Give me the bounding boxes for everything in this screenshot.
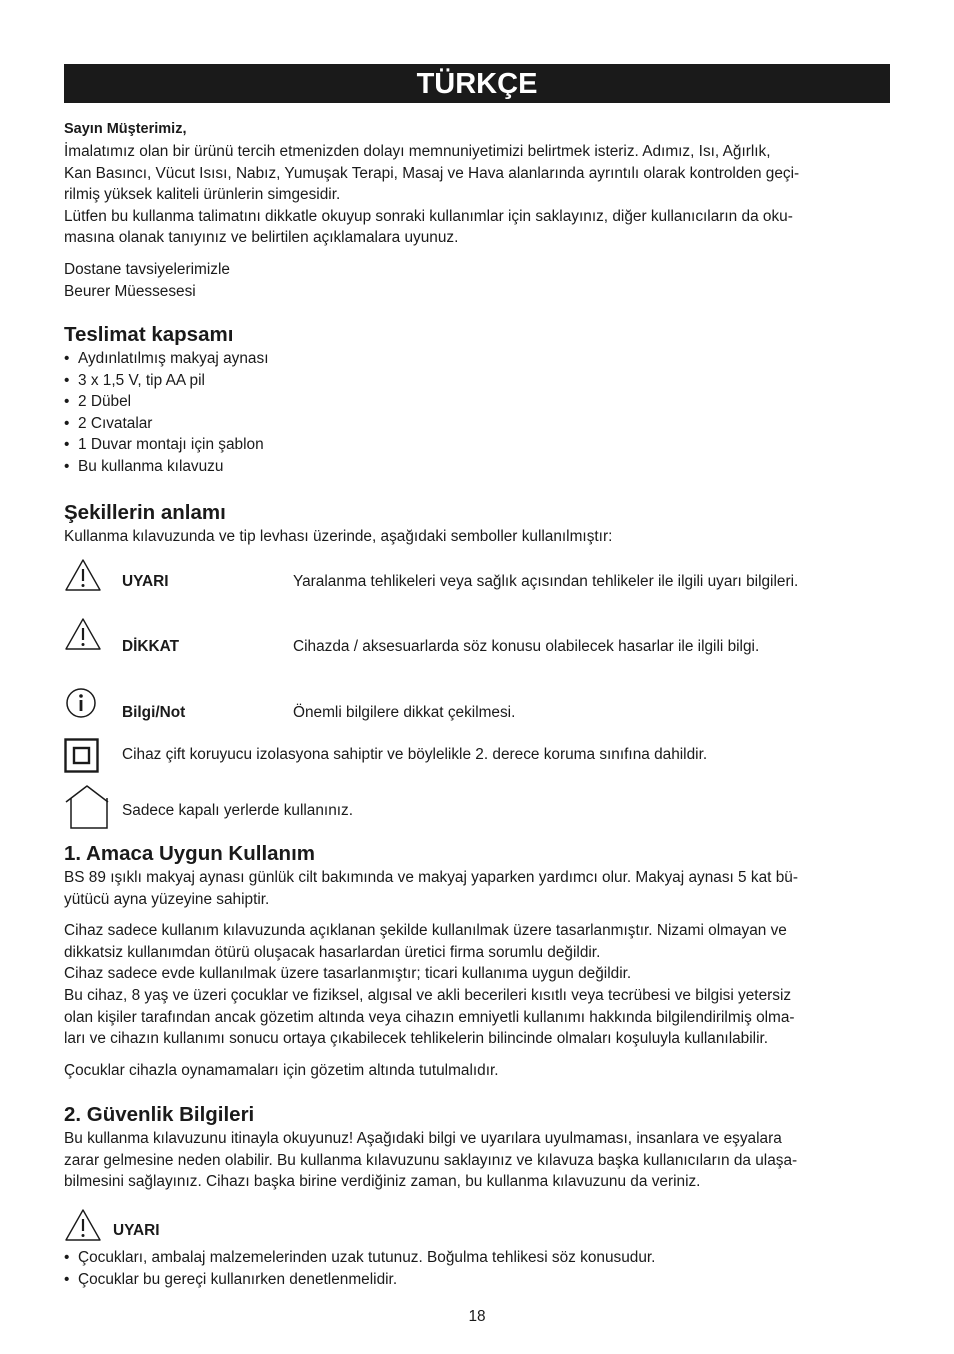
- indoor-text: Sadece kapalı yerlerde kullanınız.: [122, 802, 353, 819]
- intro-line-5: masına olanak tanıyınız ve belirtilen açıklamalara uyunuz.: [64, 229, 459, 247]
- info-icon: [64, 688, 100, 729]
- greeting: Sayın Müşterimiz,: [64, 121, 187, 137]
- symbols-intro: Kullanma kılavuzunda ve tip levhası üzerinde, aşağıdaki semboller kullanılmıştır:: [64, 528, 613, 545]
- section-heading: 2. Güvenlik Bilgileri: [64, 1103, 255, 1126]
- symbol-row-warning: [64, 558, 894, 624]
- house-icon: [64, 784, 110, 835]
- list-item: • 3 x 1,5 V, tip AA pil: [64, 371, 205, 389]
- delivery-section: [64, 322, 894, 478]
- paragraph-line: Bu kullanma kılavuzunu itinayla okuyunuz! Aşağıdaki bilgi ve uyarılara uyulmaması, insanlara ve eşyalara: [64, 1130, 782, 1147]
- paragraph-line: zarar gelmesine neden olabilir. Bu kullanma kılavuzunu saklayınız ve kılavuza başka kullanıcıların da ulaşa-: [64, 1151, 798, 1169]
- paragraph-line: dikkatsiz kullanımdan ötürü oluşacak hasarlardan üretici firma sorumlu değildir.: [64, 943, 601, 961]
- delivery-heading: Teslimat kapsamı: [64, 323, 234, 346]
- delivery-list: [64, 348, 894, 478]
- symbol-label: UYARI: [122, 573, 169, 590]
- warning-label: UYARI: [113, 1222, 160, 1239]
- signoff-1: Dostane tavsiyelerimizle: [64, 260, 230, 278]
- symbol-description: Önemli bilgilere dikkat çekilmesi.: [293, 704, 516, 721]
- warning-triangle-icon: [64, 617, 102, 656]
- paragraph-line: Çocuklar cihazla oynamamaları için gözetim altında tutulmalıdır.: [64, 1061, 499, 1079]
- paragraph-line: ları ve cihazın kullanımı sonucu ortaya çıkabilecek tehlikelerin bilincinde olmaları koşuluyla kullanılabilir.: [64, 1030, 769, 1048]
- symbols-heading: Şekillerin anlamı: [64, 501, 226, 524]
- double-insulation-text: Cihaz çift koruyucu izolasyona sahiptir ve böylelikle 2. derece koruma sınıfına dahildir.: [122, 746, 708, 763]
- intro-line-3: rilmiş yüksek kaliteli ürünlerin simgesidir.: [64, 186, 341, 204]
- safety-warning-header: [64, 1208, 894, 1248]
- section-heading: 1. Amaca Uygun Kullanım: [64, 842, 315, 865]
- list-item: • Bu kullanma kılavuzu: [64, 457, 224, 475]
- paragraph-line: yütücü ayna yüzeyine sahiptir.: [64, 890, 270, 908]
- symbol-label: Bilgi/Not: [122, 704, 186, 721]
- double-insulation-icon: [64, 738, 100, 779]
- warning-triangle-icon: [64, 558, 102, 597]
- section-safety: [64, 1102, 894, 1193]
- list-item: • 1 Duvar montajı için şablon: [64, 436, 264, 454]
- list-item: • Çocuklar bu gereçi kullanırken denetlenmelidir.: [64, 1270, 398, 1288]
- list-item: • 2 Cıvatalar: [64, 414, 153, 432]
- intro-section: [64, 119, 894, 302]
- intro-line-2: Kan Basıncı, Vücut Isısı, Nabız, Yumuşak Terapi, Masaj ve Hava alanlarında ayrıntılı olarak kontrolden geçi-: [64, 164, 800, 182]
- paragraph-line: olan kişiler tarafından ancak gözetim altında veya cihazın emniyetli kullanımı hakkında bilgilendirilmiş olma-: [64, 1008, 795, 1026]
- symbol-description: Yaralanma tehlikeleri veya sağlık açısından tehlikeler ile ilgili uyarı bilgileri.: [293, 573, 799, 590]
- symbol-row-caution: [64, 617, 894, 683]
- section-intended-use: [64, 841, 894, 1081]
- symbols-section: [64, 500, 894, 548]
- safety-warning-list: [64, 1247, 894, 1290]
- paragraph-line: BS 89 ışıklı makyaj aynası günlük cilt bakımında ve makyaj yaparken yardımcı olur. Makyaj aynası 5 kat bü-: [64, 869, 798, 886]
- intro-line-1: İmalatımız olan bir ürünü tercih etmenizden dolayı memnuniyetimizi belirtmek isteriz. Adımız, Isı, Ağırlık,: [64, 143, 771, 160]
- warning-triangle-icon: [64, 1208, 102, 1247]
- signoff-2: Beurer Müessesesi: [64, 282, 196, 300]
- symbol-description: Cihazda / aksesuarlarda söz konusu olabilecek hasarlar ile ilgili bilgi.: [293, 638, 760, 655]
- page-title: TÜRKÇE: [64, 64, 890, 103]
- intro-line-4: Lütfen bu kullanma talimatını dikkatle okuyup sonraki kullanımlar için saklayınız, diğer kullanıcıların da oku-: [64, 207, 793, 225]
- paragraph-line: Cihaz sadece kullanım kılavuzunda açıklanan şekilde kullanılmak üzere tasarlanmıştır. Nizami olmayan ve: [64, 922, 787, 940]
- symbol-label: DİKKAT: [122, 638, 179, 655]
- paragraph-line: bilmesini sağlayınız. Cihazı başka birine verdiğiniz zaman, bu kullanma kılavuzunu da veriniz.: [64, 1173, 701, 1191]
- list-item: • Aydınlatılmış makyaj aynası: [64, 350, 269, 367]
- page-number: 18: [468, 1308, 486, 1325]
- paragraph-line: Bu cihaz, 8 yaş ve üzeri çocuklar ve fiziksel, algısal ve akli becerileri kısıtlı veya tecrübesi ve bilgisi yetersiz: [64, 986, 792, 1004]
- list-item: • 2 Dübel: [64, 393, 132, 411]
- paragraph-line: Cihaz sadece evde kullanılmak üzere tasarlanmıştır; ticari kullanıma uygun değildir.: [64, 965, 632, 983]
- list-item: • Çocukları, ambalaj malzemelerinden uzak tutunuz. Boğulma tehlikesi söz konusudur.: [64, 1249, 656, 1266]
